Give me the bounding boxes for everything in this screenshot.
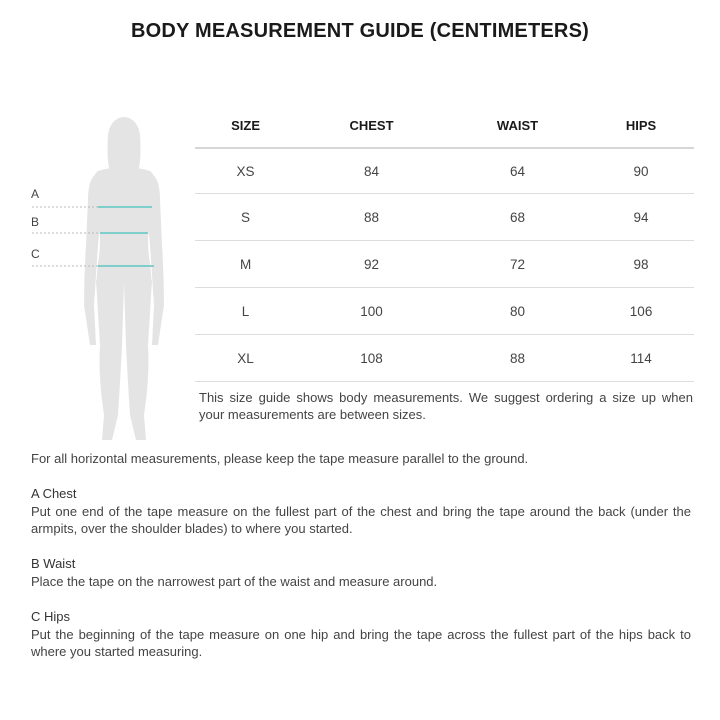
marker-b-label: B [31, 215, 40, 229]
header-hips: HIPS [588, 103, 694, 148]
table-header-row [195, 103, 694, 148]
cell-waist: 68 [447, 194, 588, 241]
cell-hips: 98 [588, 241, 694, 288]
chest-heading: A Chest [31, 486, 77, 501]
hips-heading: C Hips [31, 609, 71, 624]
hips-text: Put the beginning of the tape measure on one hip and bring the tape across the fullest part of the hips back to where you started measuring. [31, 626, 691, 659]
intro-text: For all horizontal measurements, please keep the tape measure parallel to the ground. [31, 451, 529, 466]
cell-waist: 72 [447, 241, 588, 288]
cell-hips: 106 [588, 288, 694, 335]
header-size: SIZE [195, 103, 296, 148]
cell-size: XS [195, 148, 296, 194]
cell-size: S [195, 194, 296, 241]
cell-waist: 88 [447, 335, 588, 382]
cell-chest: 88 [296, 194, 447, 241]
table-row [195, 194, 694, 241]
marker-c-label: C [31, 247, 40, 261]
chest-section [31, 485, 691, 538]
table-row [195, 241, 694, 288]
marker-a-label: A [31, 187, 40, 201]
size-table [195, 103, 694, 382]
size-note: This size guide shows body measurements. We suggest ordering a size up when your measurements are between sizes. [199, 390, 693, 422]
cell-chest: 108 [296, 335, 447, 382]
hips-section [31, 608, 691, 661]
waist-section [31, 555, 691, 590]
table-row [195, 335, 694, 382]
chest-text: Put one end of the tape measure on the fullest part of the chest and bring the tape around the back (under the armpits, over the shoulder blades) to where you started. [31, 503, 691, 536]
cell-chest: 100 [296, 288, 447, 335]
cell-size: L [195, 288, 296, 335]
cell-size: M [195, 241, 296, 288]
waist-heading: B Waist [31, 556, 76, 571]
cell-hips: 90 [588, 148, 694, 194]
waist-text: Place the tape on the narrowest part of the waist and measure around. [31, 573, 438, 589]
cell-chest: 84 [296, 148, 447, 194]
table-row [195, 288, 694, 335]
cell-waist: 64 [447, 148, 588, 194]
cell-hips: 114 [588, 335, 694, 382]
header-waist: WAIST [447, 103, 588, 148]
body-figure [28, 115, 203, 445]
body-silhouette [28, 115, 203, 445]
table-row [195, 148, 694, 194]
cell-waist: 80 [447, 288, 588, 335]
header-chest: CHEST [296, 103, 447, 148]
cell-chest: 92 [296, 241, 447, 288]
cell-hips: 94 [588, 194, 694, 241]
cell-size: XL [195, 335, 296, 382]
page-title: BODY MEASUREMENT GUIDE (CENTIMETERS) [131, 20, 589, 42]
